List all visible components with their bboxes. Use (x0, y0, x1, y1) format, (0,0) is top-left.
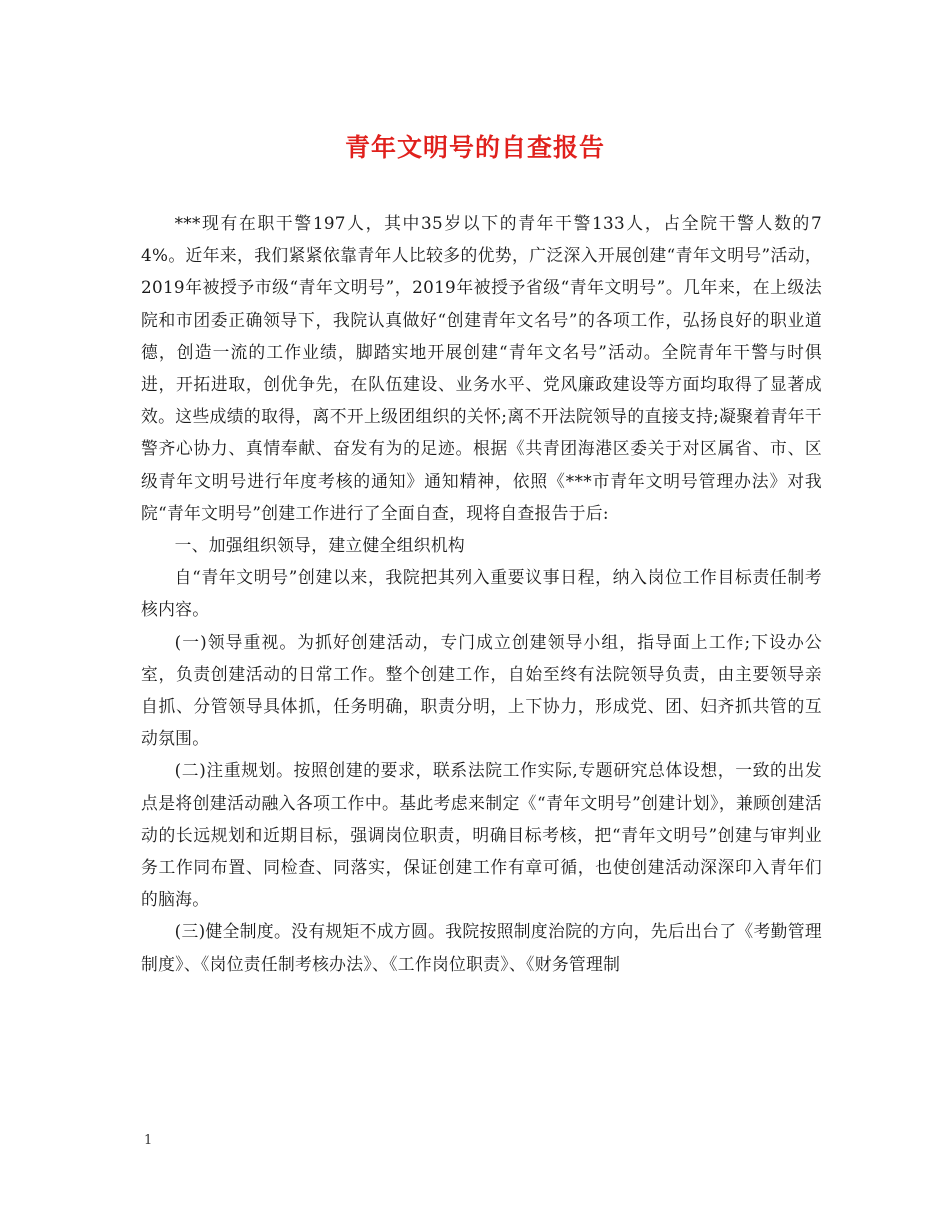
section-heading-1: 一、加强组织领导，建立健全组织机构 (174, 535, 465, 556)
page-number: 1 (144, 1133, 153, 1148)
document-title: 青年文明号的自查报告 (344, 133, 605, 162)
document-body (141, 207, 822, 980)
paragraph-planning: (二)注重规划。按照创建的要求，联系法院工作实际,专题研究总体设想，一致的出发点是将创建活动融入各项工作中。基此考虑来制定《“青年文明号”创建计划》，兼顾创建活动的长远规划和近期目标，强调岗位职责，明确目标考核，把“青年文明号”创建与审判业务工作同布置、同检查、同落实，保证创建工作有章可循，也使创建活动深深印入青年们的脑海。 (141, 760, 822, 910)
paragraph-leadership: (一)领导重视。为抓好创建活动，专门成立创建领导小组，指导面上工作;下设办公室，负责创建活动的日常工作。整个创建工作，自始至终有法院领导负责，由主要领导亲自抓、分管领导具体抓，任务明确，职责分明，上下协力，形成党、团、妇齐抓共管的互动氛围。 (141, 631, 822, 749)
paragraph-intro: ***现有在职干警197人，其中35岁以下的青年干警133人，占全院干警人数的74%。近年来，我们紧紧依靠青年人比较多的优势，广泛深入开展创建“青年文明号”活动，2019年被授予市级“青年文明号”，2019年被授予省级“青年文明号”。几年来，在上级法院和市团委正确领导下，我院认真做好“创建青年文名号”的各项工作，弘扬良好的职业道德，创造一流的工作业绩，脚踏实地开展创建“青年文名号”活动。全院青年干警与时俱进，开拓进取，创优争先，在队伍建设、业务水平、党风廉政建设等方面均取得了显著成效。这些成绩的取得，离不开上级团组织的关怀;离不开法院领导的直接支持;凝聚着青年干警齐心协力、真情奉献、奋发有为的足迹。根据《共青团海港区委关于对区属省、市、区级青年文明号进行年度考核的通知》通知精神，依照《***市青年文明号管理办法》对我院“青年文明号”创建工作进行了全面自查，现将自查报告于后: (141, 213, 822, 523)
paragraph-system: (三)健全制度。没有规矩不成方圆。我院按照制度治院的方向，先后出台了《考勤管理制度》、《岗位责任制考核办法》、《工作岗位职责》、《财务管理制 (141, 921, 822, 974)
paragraph-section-1-intro: 自“青年文明号”创建以来，我院把其列入重要议事日程，纳入岗位工作目标责任制考核内容。 (141, 567, 822, 620)
